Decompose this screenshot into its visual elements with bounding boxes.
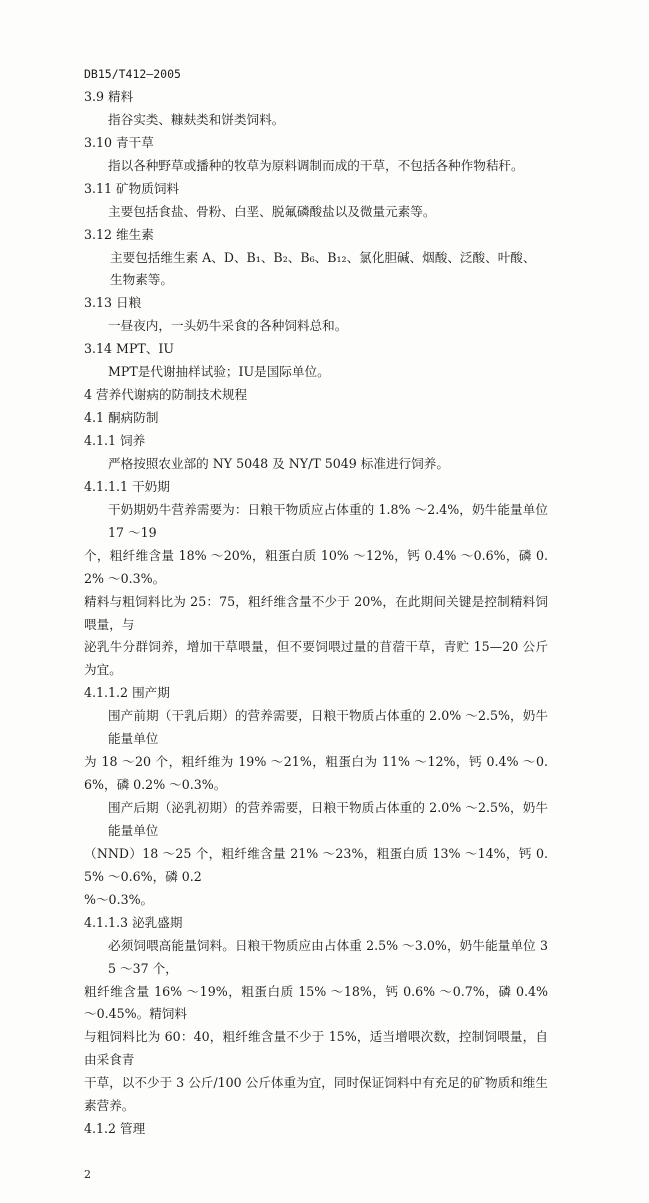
paragraph-line: 为 18 ～20 个，粗纤维为 19% ～21%，粗蛋白为 11% ～12%，钙 0.4% ～0.6%，磷 0.2% ～0.3%。 [84,754,548,793]
paragraph-line: 指以各种野草或播种的牧草为原料调制而成的干草，不包括各种作物秸秆。 [108,157,524,173]
section-heading: 4.1.1.1 干奶期 [84,478,170,494]
section-heading: 4.1.2 管理 [84,1121,146,1137]
paragraph-line: 围产前期（干乳后期）的营养需要，日粮干物质占体重的 2.0% ～2.5%，奶牛能量单位 [108,708,548,747]
paragraph-line: 粗纤维含量 16% ～19%，粗蛋白质 15% ～18%，钙 0.6% ～0.7%，磷 0.4% ～0.45%。精饲料 [84,983,548,1022]
paragraph-line: 干草，以不少于 3 公斤/100 公斤体重为宜，同时保证饲料中有充足的矿物质和维生素营养。 [84,1075,548,1114]
section-heading: 3.12 维生素 [84,226,154,242]
page-number: 2 [84,1168,91,1182]
paragraph-line: 一昼夜内，一头奶牛采食的各种饲料总和。 [108,318,348,334]
paragraph-line: MPT是代谢抽样试验；IU是国际单位。 [108,364,330,380]
paragraph-line: 个，粗纤维含量 18% ～20%，粗蛋白质 10% ～12%，钙 0.4% ～0.6%，磷 0.2% ～0.3%。 [84,547,548,586]
section-heading: 3.13 日粮 [84,295,142,311]
section-heading: 3.10 青干草 [84,134,154,150]
section-heading: 3.11 矿物质饲料 [84,180,180,196]
page-body [84,0,548,1141]
paragraph-line: 主要包括维生素 A、D、B₁、B₂、B₆、B₁₂、氯化胆碱、烟酸、泛酸、叶酸、生物素等。 [110,249,536,288]
paragraph-line: 精料与粗饲料比为 25：75，粗纤维含量不少于 20%，在此期间关键是控制精料饲喂量，与 [84,593,548,632]
paragraph-line: 与粗饲料比为 60：40，粗纤维含量不少于 15%，适当增喂次数，控制饲喂量，自由采食青 [84,1029,548,1068]
section-heading: 4.1.1 饲养 [84,433,146,448]
section-heading: 4.1 酮病防制 [84,410,159,426]
section-heading: 4.1.1.2 围产期 [84,685,170,701]
paragraph-line: 严格按照农业部的 NY 5048 及 NY/T 5049 标准进行饲养。 [108,455,449,471]
paragraph-line: 指谷实类、糠麸类和饼类饲料。 [108,111,285,127]
paragraph-line: 泌乳牛分群饲养，增加干草喂量，但不要饲喂过量的苜蓿干草，青贮 15—20 公斤为宜。 [84,639,548,678]
paragraph-line: 围产后期（泌乳初期）的营养需要，日粮干物质占体重的 2.0% ～2.5%，奶牛能量单位 [108,800,548,838]
paragraph-line: 必须饲喂高能量饲料。日粮干物质应由占体重 2.5% ～3.0%，奶牛能量单位 35 ～37 个， [108,937,548,976]
paragraph-line: 干奶期奶牛营养需要为：日粮干物质应占体重的 1.8% ～2.4%，奶牛能量单位 17 ～19 [108,501,548,540]
section-heading: 3.14 MPT、IU [84,341,174,357]
section-heading: 4.1.1.3 泌乳盛期 [84,914,183,930]
chapter-heading: 4 营养代谢病的防制技术规程 [84,387,248,403]
section-heading: 3.9 精料 [84,88,134,104]
standard-code-header: DB15/T412—2005 [84,67,181,81]
paragraph-line: %～0.3%。 [84,891,154,907]
paragraph-line: 主要包括食盐、骨粉、白垩、脱氟磷酸盐以及微量元素等。 [108,203,436,219]
paragraph-line: （NND）18 ～25 个，粗纤维含量 21% ～23%，粗蛋白质 13% ～14%，钙 0.5% ～0.6%，磷 0.2 [84,845,548,884]
